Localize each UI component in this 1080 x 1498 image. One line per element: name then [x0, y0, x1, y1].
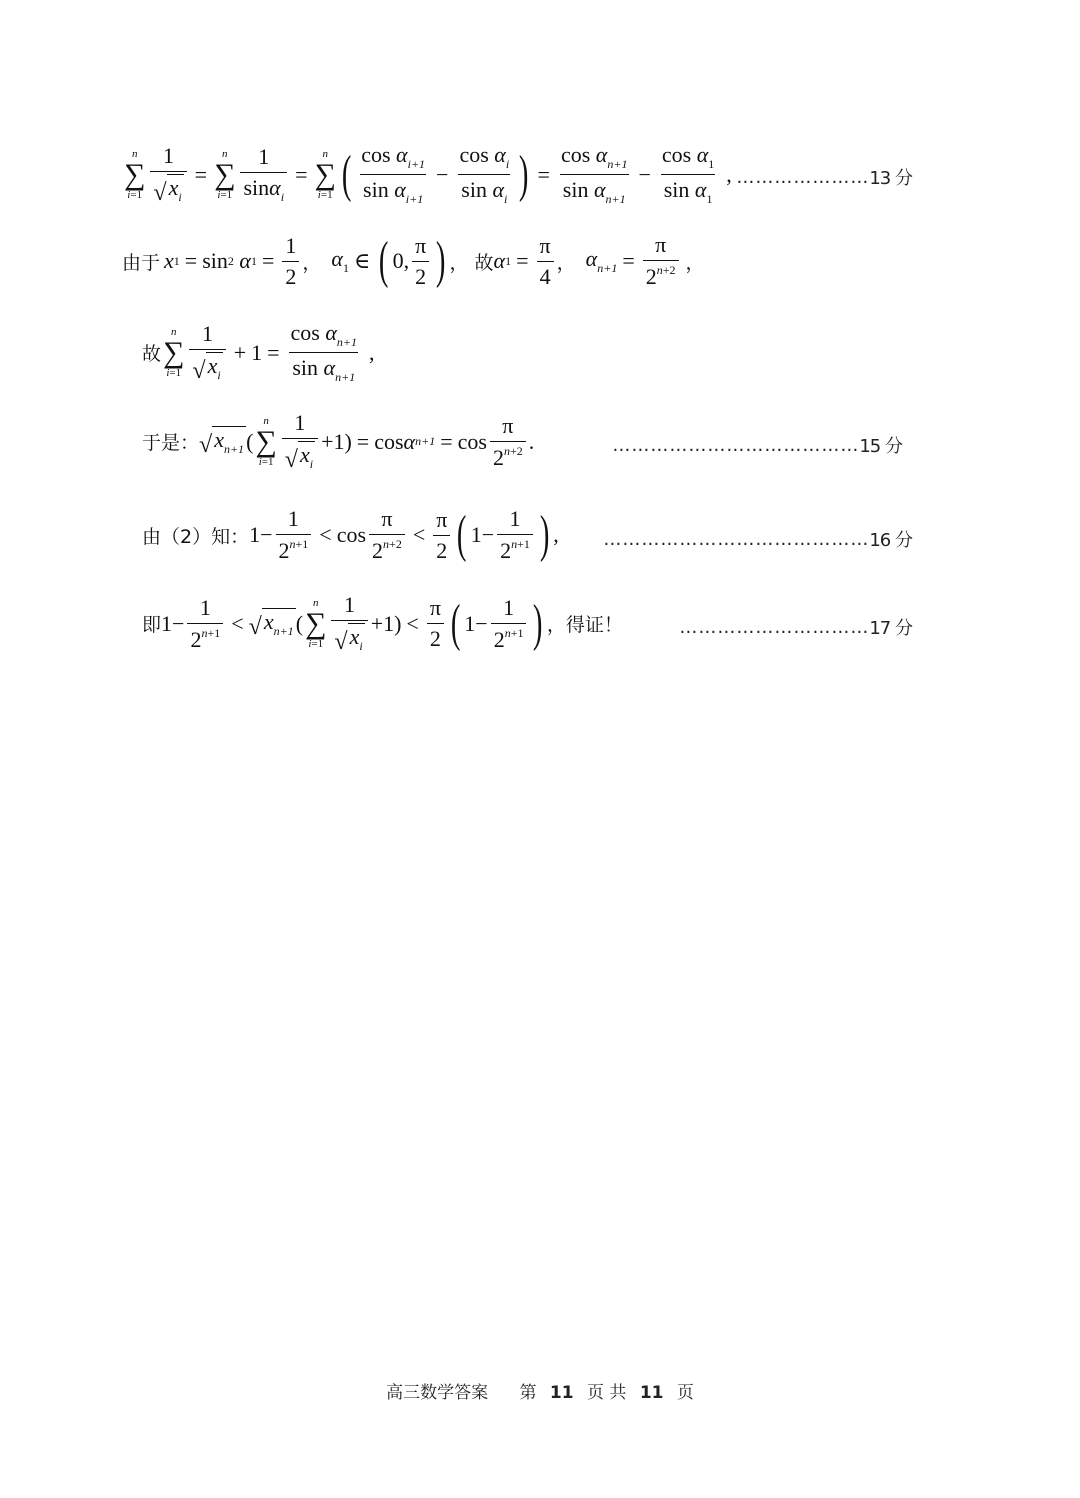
score-label: 13 分	[869, 168, 912, 189]
score-leader: ………………………… 17 分	[662, 582, 912, 672]
footer-subject: 高三数学答案	[386, 1383, 489, 1403]
footer-total-pages: 11	[639, 1383, 664, 1403]
equation-line-alpha	[0, 222, 1080, 312]
score-leader: …………………………………… 16 分	[600, 494, 912, 584]
equation-line-17	[0, 582, 1080, 672]
sum-plus-one-formula: 故 n ∑ i=1 1 √ $x_i$ + 1 = $\frac{\cos \alpha_{n+1}}{\sin \alpha_{n+1}}$ ,	[142, 320, 375, 384]
footer-page-mid: 页 共	[587, 1383, 627, 1403]
equation-line-13	[0, 132, 1080, 222]
score-leader: ………………………………… 15 分	[592, 400, 902, 490]
footer-page-pre: 第	[519, 1383, 537, 1403]
score-label: 17 分	[869, 618, 912, 639]
score-label: 16 分	[869, 530, 912, 551]
footer-page-number: 11	[549, 1383, 574, 1403]
final-inequality-formula: 即 1− $\frac{1}{2^{n+1}}$ < √ $x_{n+1}$ ( n ∑ i=1 1 √ $x_i$ +1) < $\frac{\pi}{2}$ ( 1− $\frac{1}{2^{n+1}}$ ) ，得证！	[142, 592, 623, 655]
page-footer	[0, 1378, 1080, 1403]
cos-bound-formula: 由（2）知： 1− $\frac{1}{2^{n+1}}$ < cos $\frac{\pi}{2^{n+2}}$ < $\frac{\pi}{2}$ ( 1− $\frac{1}{2^{n+1}}$ ) ,	[142, 506, 559, 563]
cos-result-formula: 于是： √ $x_{n+1}$ ( n ∑ i=1 1 √ $x_i$ +1) = cos α n+1 = cos $\frac{\pi}{2^{n+2}}$ .	[142, 410, 535, 473]
score-leader: ………………… 13 分	[720, 132, 912, 222]
sum-identity-formula: n ∑ i=1 1 √ $x_i$ = n ∑ i=1 $\frac{1}{\sin\alpha_i}$ = n ∑ i=1 ( $\frac{\cos \alpha_{i+1}}{\sin \alpha_{i+1}}$ − $\frac{\cos \alpha_i}{\sin \alpha_i}$ ) = $\frac{\cos \alpha_{n+1}}{\sin \alpha_{n+1}}$ − $\frac{\cos \alpha_1}{\sin \alpha_1}$ ,	[124, 142, 732, 206]
equation-line-15	[0, 400, 1080, 490]
equation-line-16	[0, 494, 1080, 584]
alpha-derivation-formula: 由于 x 1 = sin 2 α 1 = $\frac{1}{2}$ ， $\alpha_1$ ∈ ( 0, $\frac{\pi}{2}$ ) ， 故 α 1 = $\frac{\pi}{4}$ ， $\alpha_{n+1}$ = $\frac{\pi}{2^{n+2}}$ ，	[122, 232, 705, 289]
footer-page-post: 页	[676, 1383, 694, 1403]
equation-line-gu	[0, 312, 1080, 402]
score-label: 15 分	[859, 436, 902, 457]
